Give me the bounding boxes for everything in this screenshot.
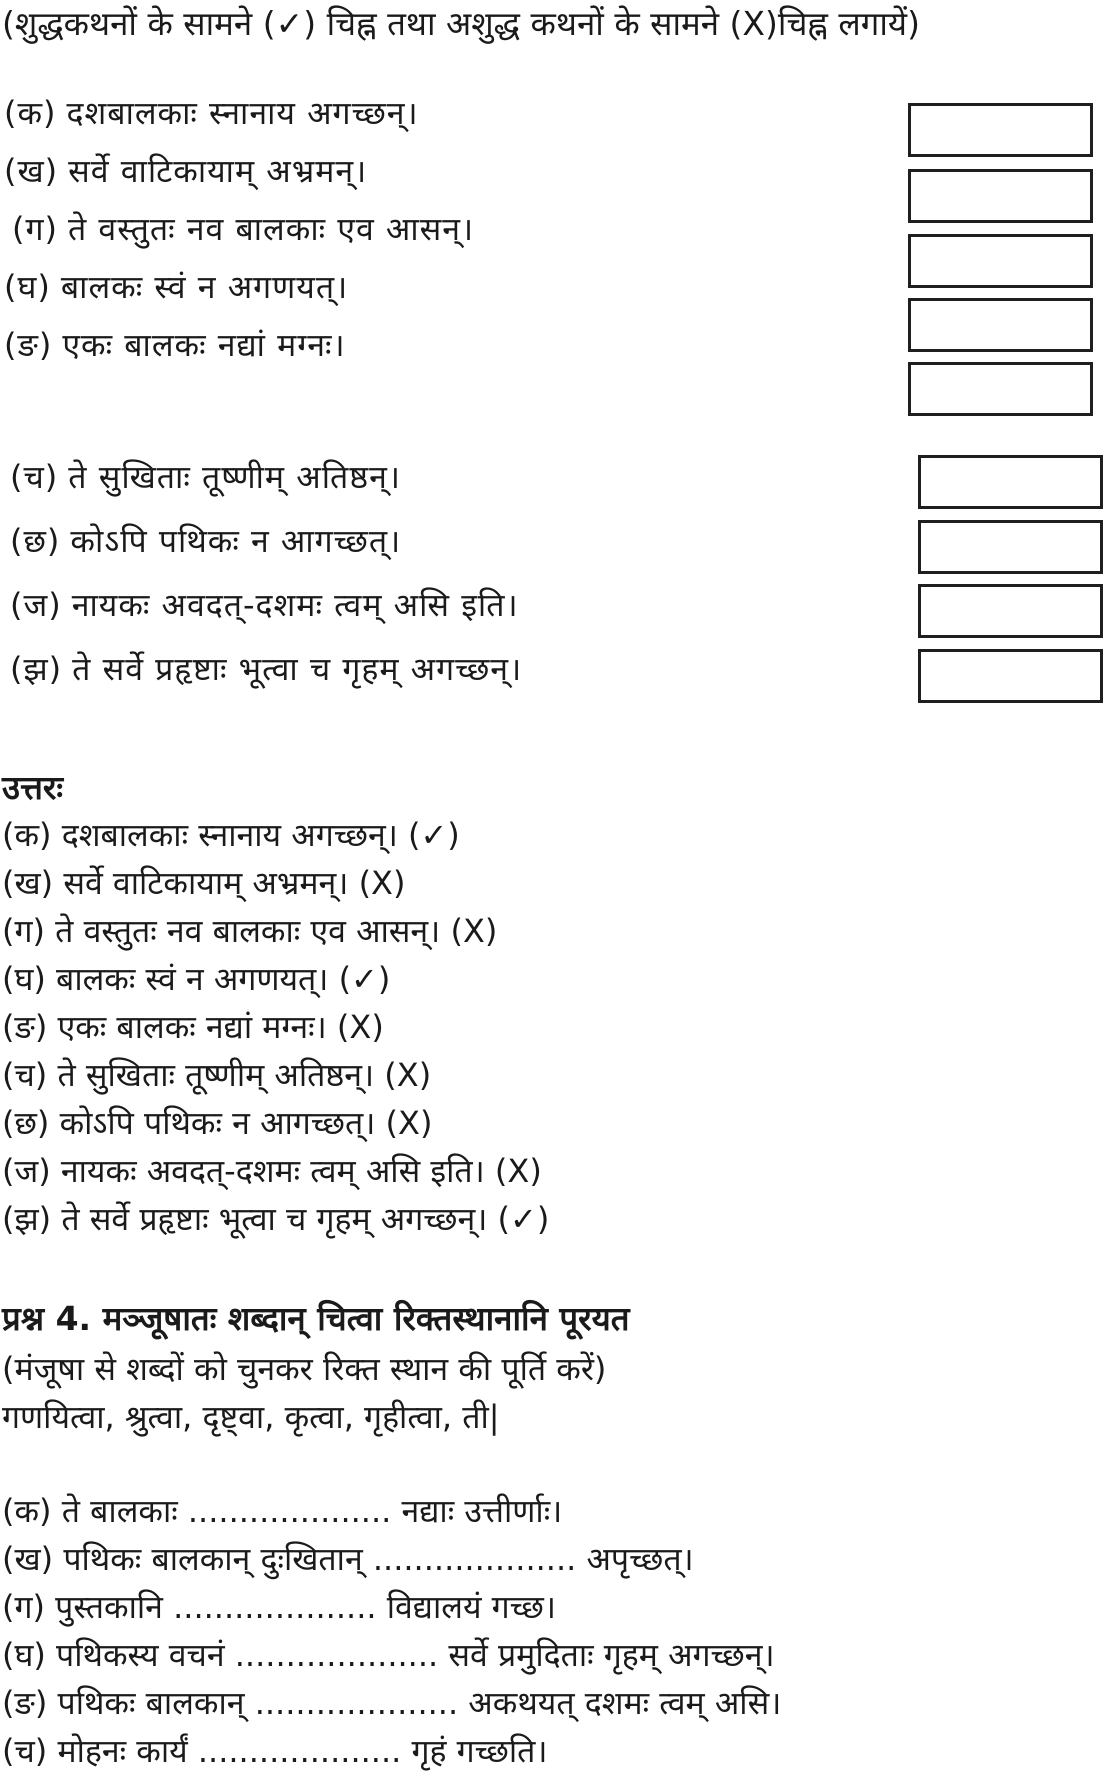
answer-box[interactable] — [908, 362, 1093, 416]
answer-line: (क) दशबालकाः स्नानाय अगच्छन्। (✓) — [2, 816, 460, 854]
question-text: ते सुखिताः तूष्णीम् अतिष्ठन्। — [68, 458, 401, 496]
fill-blank-line: (ङ) पथिकः बालकान् .................... अकथयत् दशमः त्वम् असि। — [2, 1684, 782, 1722]
answer-line: (घ) बालकः स्वं न अगणयत्। (✓) — [2, 960, 391, 998]
question-text: कोऽपि पथिकः न आगच्छत्। — [70, 522, 402, 560]
answer-line: (ज) नायकः अवदत्-दशमः त्वम् असि इति। (X) — [2, 1152, 542, 1190]
question-row — [10, 516, 401, 566]
question-row — [10, 452, 401, 502]
fill-blank-line: (क) ते बालकाः .................... नद्याः उत्तीर्णाः। — [2, 1492, 563, 1530]
fill-blank-line: (ग) पुस्तकानि .................... विद्यालयं गच्छ। — [2, 1588, 557, 1626]
fill-blank-line: (च) मोहनः कार्यं .................... गृहं गच्छति। — [2, 1732, 548, 1770]
question-text: बालकः स्वं न अगणयत्। — [60, 268, 349, 306]
question-label: (ग) — [12, 210, 58, 248]
question-text: ते सर्वे प्रहृष्टाः भूत्वा च गृहम् अगच्छन्। — [72, 650, 523, 688]
fill-blank-line: (घ) पथिकस्य वचनं .................... सर्वे प्रमुदिताः गृहम् अगच्छन्। — [2, 1636, 775, 1674]
answer-box[interactable] — [908, 298, 1093, 352]
question-label: (झ) — [10, 650, 63, 688]
question-label: (क) — [4, 94, 57, 132]
answer-box[interactable] — [918, 584, 1103, 638]
question-label: (च) — [10, 458, 59, 496]
question-row — [10, 644, 522, 694]
question-4-subtitle: (मंजूषा से शब्दों को चुनकर रिक्त स्थान की पूर्ति करें) — [2, 1350, 607, 1388]
answer-box[interactable] — [908, 234, 1093, 288]
answer-heading: उत्तरः — [2, 768, 64, 807]
answer-box[interactable] — [908, 169, 1093, 223]
answer-box[interactable] — [918, 455, 1103, 509]
answer-line: (ख) सर्वे वाटिकायाम् अभ्रमन्। (X) — [2, 864, 406, 902]
question-row — [4, 146, 367, 196]
question-text: सर्वे वाटिकायाम् अभ्रमन्। — [68, 152, 368, 190]
question-row — [4, 88, 419, 138]
question-text: ते वस्तुतः नव बालकाः एव आसन्। — [68, 210, 475, 248]
question-label: (घ) — [4, 268, 51, 306]
question-label: (ङ) — [4, 326, 53, 364]
question-label: (ख) — [4, 152, 59, 190]
question-label: (छ) — [10, 522, 61, 560]
question-row — [4, 262, 348, 312]
question-row — [10, 580, 519, 630]
word-box: गणयित्वा, श्रुत्वा, दृष्ट्वा, कृत्वा, गृहीत्वा, ती| — [2, 1398, 500, 1436]
question-label: (ज) — [10, 586, 62, 624]
fill-blank-line: (ख) पथिकः बालकान् दुःखितान् .................... अपृच्छत्। — [2, 1540, 694, 1578]
question-text: एकः बालकः नद्यां मग्नः। — [62, 326, 346, 364]
answer-box[interactable] — [918, 649, 1103, 703]
question-row — [4, 320, 346, 370]
question-row — [12, 204, 474, 254]
answer-line: (छ) कोऽपि पथिकः न आगच्छत्। (X) — [2, 1104, 433, 1142]
answer-line: (ङ) एकः बालकः नद्यां मग्नः। (X) — [2, 1008, 384, 1046]
answer-box[interactable] — [908, 103, 1093, 157]
question-text: नायकः अवदत्-दशमः त्वम् असि इति। — [71, 586, 519, 624]
question-text: दशबालकाः स्नानाय अगच्छन्। — [66, 94, 419, 132]
answer-line: (च) ते सुखिताः तूष्णीम् अतिष्ठन्। (X) — [2, 1056, 432, 1094]
answer-line: (झ) ते सर्वे प्रहृष्टाः भूत्वा च गृहम् अगच्छन्। (✓) — [2, 1200, 550, 1238]
answer-line: (ग) ते वस्तुतः नव बालकाः एव आसन्। (X) — [2, 912, 498, 950]
answer-box[interactable] — [918, 520, 1103, 574]
instruction-text: (शुद्धकथनों के सामने (✓) चिह्न तथा अशुद्ध कथनों के सामने (X)चिह्न लगायें) — [2, 4, 920, 43]
question-4-title: प्रश्न 4. मञ्जूषातः शब्दान् चित्वा रिक्तस्थानानि पूरयत — [2, 1299, 630, 1338]
